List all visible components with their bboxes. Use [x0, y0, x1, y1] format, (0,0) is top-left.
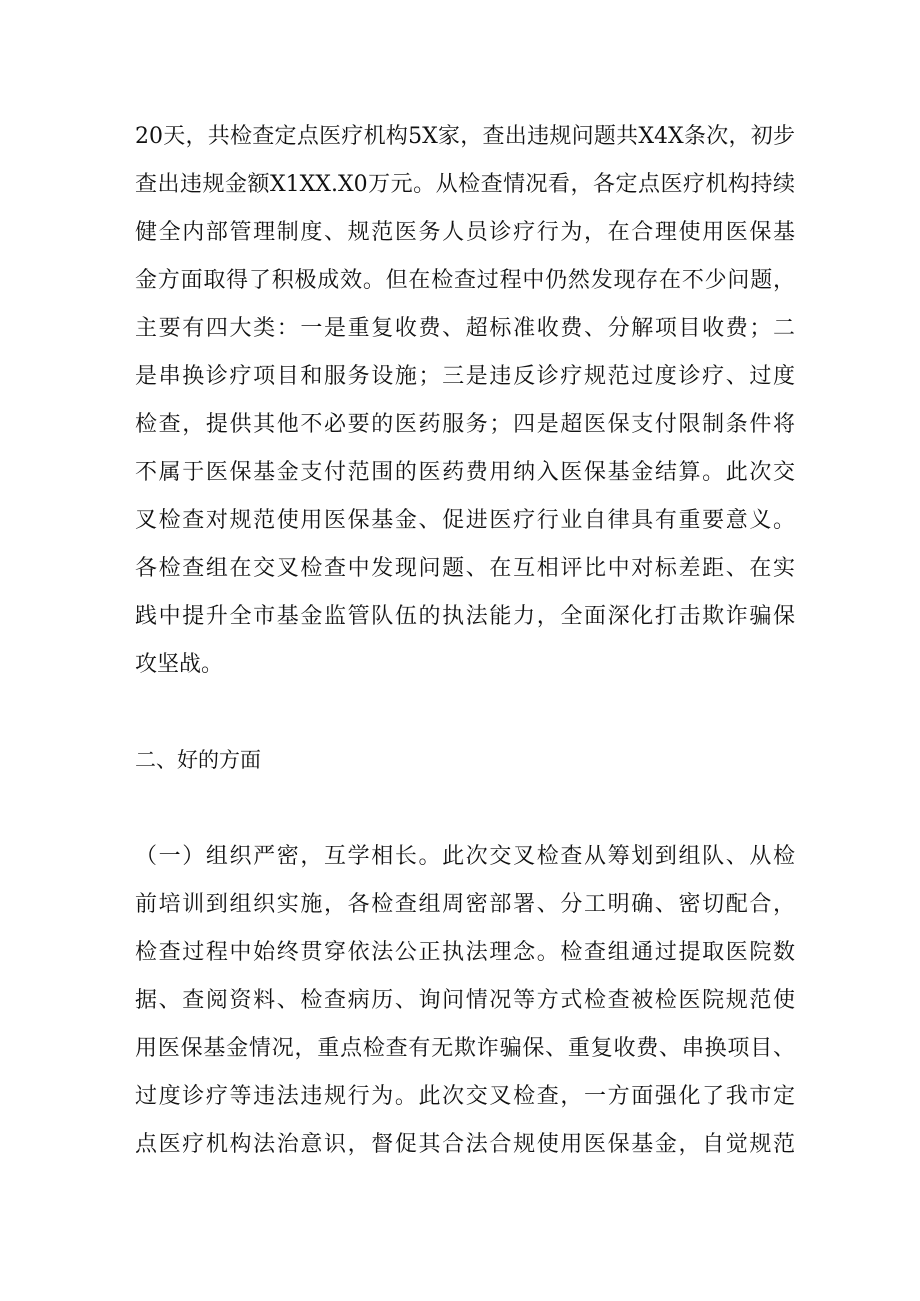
paragraph2-line-6: 过度诊疗等违法违规行为。此次交叉检查，一方面强化了我市定: [135, 1084, 795, 1109]
paragraph2-line-5: 用医保基金情况，重点检查有无欺诈骗保、重复收费、串换项目、: [135, 1036, 795, 1061]
paragraph1-line-11: 践中提升全市基金监管队伍的执法能力，全面深化打击欺诈骗保: [135, 604, 795, 629]
paragraph1-line-8: 不属于医保基金支付范围的医药费用纳入医保基金结算。此次交: [135, 460, 795, 485]
paragraph2-line-7: 点医疗机构法治意识，督促其合法合规使用医保基金，自觉规范: [135, 1132, 795, 1157]
paragraph1-line-7: 检查，提供其他不必要的医药服务；四是超医保支付限制条件将: [135, 412, 795, 437]
paragraph1-line-2: 查出违规金额X1XX.X0万元。从检查情况看，各定点医疗机构持续: [135, 172, 795, 197]
paragraph1-line-6: 是串换诊疗项目和服务设施；三是违反诊疗规范过度诊疗、过度: [135, 364, 795, 389]
paragraph2-line-3: 检查过程中始终贯穿依法公正执法理念。检查组通过提取医院数: [135, 940, 795, 965]
section-heading: 二、好的方面: [135, 748, 261, 772]
paragraph1-line-12: 攻坚战。: [135, 652, 224, 677]
paragraph2-line-1: （一）组织严密，互学相长。此次交叉检查从筹划到组队、从检: [135, 844, 795, 869]
paragraph2-line-4: 据、查阅资料、检查病历、询问情况等方式检查被检医院规范使: [135, 988, 795, 1013]
paragraph1-line-5: 主要有四大类：一是重复收费、超标准收费、分解项目收费；二: [135, 316, 795, 341]
paragraph1-line-9: 叉检查对规范使用医保基金、促进医疗行业自律具有重要意义。: [135, 508, 795, 533]
paragraph2-line-2: 前培训到组织实施，各检查组周密部署、分工明确、密切配合，: [135, 892, 795, 917]
paragraph1-line-4: 金方面取得了积极成效。但在检查过程中仍然发现存在不少问题，: [135, 268, 795, 293]
paragraph1-line-10: 各检查组在交叉检查中发现问题、在互相评比中对标差距、在实: [135, 556, 795, 581]
paragraph1-line-3: 健全内部管理制度、规范医务人员诊疗行为，在合理使用医保基: [135, 220, 795, 245]
paragraph1-line-1: 20天，共检查定点医疗机构5X家，查出违规问题共X4X条次，初步: [135, 124, 795, 149]
